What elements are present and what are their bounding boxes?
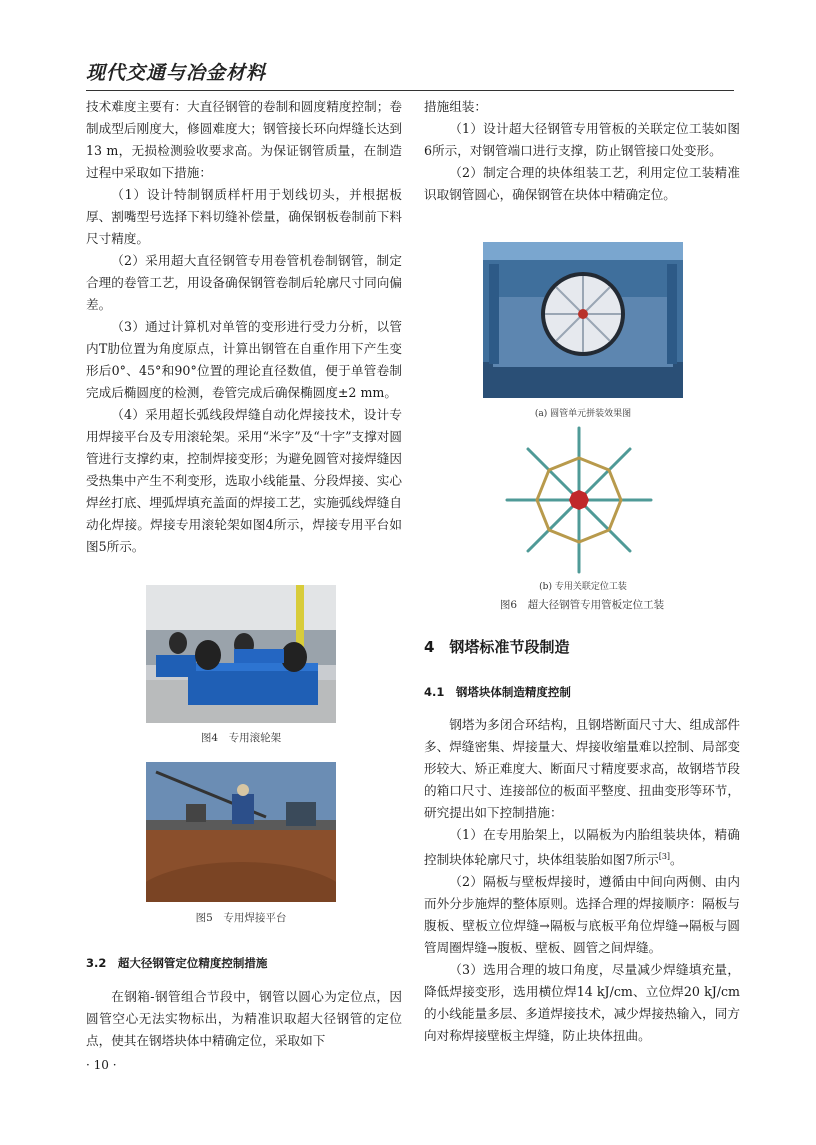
reference-mark: [3] <box>658 852 671 861</box>
left-column <box>86 96 402 558</box>
welding-platform-image <box>146 762 336 902</box>
section-4-1-paragraph-1-text: （1）在专用胎架上，以隔板为内胎组装块体，精确控制块体轮廓尺寸，块体组装胎如图7所示 <box>424 827 740 868</box>
roller-frame-image <box>146 585 336 723</box>
section-4-heading: 4 钢塔标准节段制造 <box>424 638 570 656</box>
section-4-1-paragraph-2: （2）隔板与壁板焊接时，遵循由中间向两侧、由内而外分步施焊的整体原则。选择合理的焊接顺序：隔板与腹板、壁板立位焊缝→隔板与底板平角位焊缝→隔板与圆管周圈焊缝→腹板、壁板、圆管之间焊缝。 <box>424 874 740 956</box>
left-paragraph-intro: 技术难度主要有：大直径钢管的卷制和圆度精度控制；卷制成型后刚度大，修圆难度大；钢管接长环向焊缝长达到13 m，无损检测验收要求高。为保证钢管质量，在制造过程中采取如下措施： <box>86 99 402 180</box>
section-4-1-body <box>424 714 740 1047</box>
figure-6-caption: 图6 超大径钢管专用管板定位工装 <box>499 599 665 611</box>
figure-6a-photo <box>483 242 683 398</box>
section-3-2-paragraph: 在钢箱-钢管组合节段中，钢管以圆心为定位点，因圆管空心无法实物标出，为精准识取超大径钢管的定位点，使其在钢塔块体中精确定位，采取如下 <box>86 989 402 1048</box>
section-3-2-heading: 3.2 超大径钢管定位精度控制措施 <box>86 956 268 970</box>
round-pipe-assembly-image <box>483 242 683 398</box>
left-paragraph-2: （2）采用超大直径钢管专用卷管机卷制钢管，制定合理的卷管工艺，用设备确保钢管卷制后轮廓尺寸同向偏差。 <box>86 253 402 312</box>
section-4-1-paragraph-0: 钢塔为多闭合环结构，且钢塔断面尺寸大、组成部件多、焊缝密集、焊接量大、焊接收缩量难以控制、局部变形较大、矫正难度大、断面尺寸精度要求高，故钢塔节段的箱口尺寸、连接部位的板面平整度、扭曲变形等环节，研究提出如下控制措施： <box>424 717 740 820</box>
left-paragraph-3: （3）通过计算机对单管的变形进行受力分析，以管内T肋位置为角度原点，计算出钢管在自重作用下产生变形后0°、45°和90°位置的理论直径数值，便于单管卷制完成后椭圆度的检测，卷管完成后确保椭圆度±2 mm。 <box>86 319 402 400</box>
left-paragraph-1: （1）设计特制钢质样杆用于划线切头，并根据板厚、割嘴型号选择下料切缝补偿量，确保钢板卷制前下料尺寸精度。 <box>86 187 402 246</box>
section-4-1-heading: 4.1 钢塔块体制造精度控制 <box>424 685 571 699</box>
journal-logo: 现代交通与冶金材料 <box>86 62 267 84</box>
right-paragraph-1: （1）设计超大径钢管专用管板的关联定位工装如图6所示，对钢管端口进行支撑，防止钢管接口处变形。 <box>424 121 740 158</box>
left-paragraph-4: （4）采用超长弧线段焊缝自动化焊接技术，设计专用焊接平台及专用滚轮架。采用“米字”及“十字”支撑对圆管进行支撑约束，控制焊接变形；为避免圆管对接焊缝因受热集中产生不利变形，选取小线能量、分段焊接、实心焊丝打底、埋弧焊填充盖面的焊接工艺，实施弧线焊缝自动化焊接。焊接专用滚轮架如图4所示，焊接专用平台如图5所示。 <box>86 407 402 554</box>
figure-5-caption: 图5 专用焊接平台 <box>195 912 287 924</box>
figure-6b-diagram <box>503 424 655 576</box>
figure-6a-label: (a) 圆管单元拼装效果图 <box>534 409 632 419</box>
positioning-fixture-diagram <box>503 424 655 576</box>
section-4-1-paragraph-1 <box>424 824 740 871</box>
section-3-2-body <box>86 986 402 1052</box>
figure-4-caption: 图4 专用滚轮架 <box>200 732 282 744</box>
right-paragraph-2: （2）制定合理的块体组装工艺，利用定位工装精准识取钢管圆心，确保钢管在块体中精确定位。 <box>424 165 740 202</box>
figure-4-photo <box>146 585 336 723</box>
figure-5-photo <box>146 762 336 902</box>
figure-6b-label: (b) 专用关联定位工装 <box>539 582 627 592</box>
right-paragraph-0: 措施组装： <box>424 99 487 114</box>
page-number: · 10 · <box>86 1058 117 1072</box>
section-4-1-paragraph-3: （3）选用合理的坡口角度，尽量减少焊缝填充量，降低焊接变形，选用横位焊14 kJ/cm、立位焊20 kJ/cm的小线能量多层、多道焊接技术，减少焊接热输入，同方向对称焊接壁板主焊缝，防止块体扭曲。 <box>424 962 740 1044</box>
right-column-top <box>424 96 740 206</box>
header-rule <box>86 90 734 91</box>
reference-tail: 。 <box>670 852 683 868</box>
